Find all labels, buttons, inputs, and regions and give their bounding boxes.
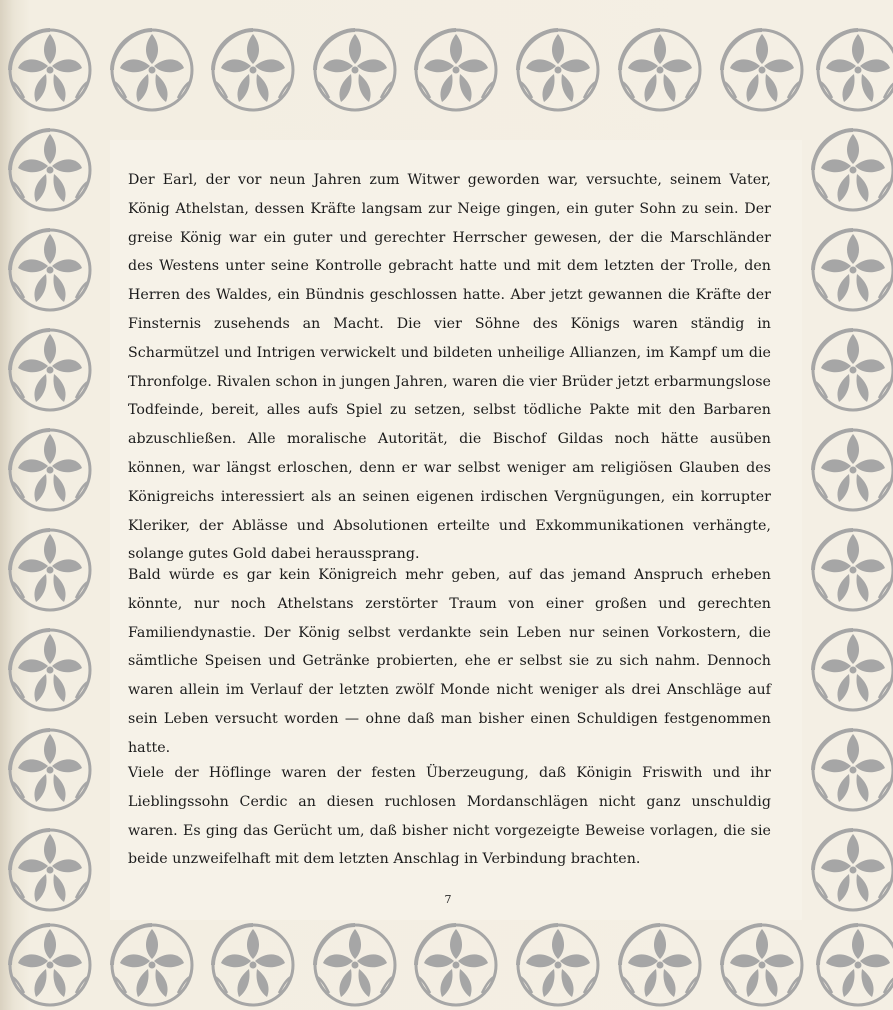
paragraph-2: Bald würde es gar kein Königreich mehr geben, auf das jemand Anspruch erheben könnte, nur noch Athelstans zerstörter Traum von einer großen und gerechten Familiendynastie. Der König selbst verdankte sein Leben nur seinen Vorkostern, die sämtliche Speisen und Getränke probierten, ehe er selbst sie zu sich nahm. Dennoch waren allein im Verlauf der letzten zwölf Monde nicht weniger als drei Anschläge auf sein Leben versucht worden — ohne daß man bisher einen Schuldigen festgenommen hatte. — [128, 567, 771, 756]
page-number: 7 — [444, 893, 452, 906]
paragraph-3: Viele der Höflinge waren der festen Überzeugung, daß Königin Friswith und ihr Lieblingssohn Cerdic an diesen ruchlosen Mordanschlägen nicht ganz unschuldig waren. Es ging das Gerücht um, daß bisher nicht vorgezeigte Beweise vorlagen, die sie beide unzweifelhaft mit dem letzten Anschlag in Verbindung brachten. — [128, 765, 771, 868]
paragraph-1: Der Earl, der vor neun Jahren zum Witwer geworden war, versuchte, seinem Vater, König Athelstan, dessen Kräfte langsam zur Neige gingen, ein guter Sohn zu sein. Der greise König war ein guter und gerechter Herrscher gewesen, der die Marschländer des Westens unter seine Kontrolle gebracht hatte und mit dem letzten der Trolle, den Herren des Waldes, ein Bündnis geschlossen hatte. Aber jetzt gewannen die Kräfte der Finsternis zusehends an Macht. Die vier Söhne des Königs waren ständig in Scharmützel und Intrigen verwickelt und bildeten unheilige Allianzen, im Kampf um die Thronfolge. Rivalen schon in jungen Jahren, waren die vier Brüder jetzt erbarmungslose Todfeinde, bereit, alles aufs Spiel zu setzen, selbst tödliche Pakte mit den Barbaren abzuschließen. Alle moralische Autorität, die Bischof Gildas noch hätte ausüben können, war längst erloschen, denn er war selbst weniger am religiösen Glauben des Königreichs interessiert als an seinen eigenen irdischen Vergnügungen, ein korrupter Kleriker, der Ablässe und Absolutionen erteilte und Exkommunikationen verhängte, solange gutes Gold dabei heraussprang. — [128, 172, 771, 563]
